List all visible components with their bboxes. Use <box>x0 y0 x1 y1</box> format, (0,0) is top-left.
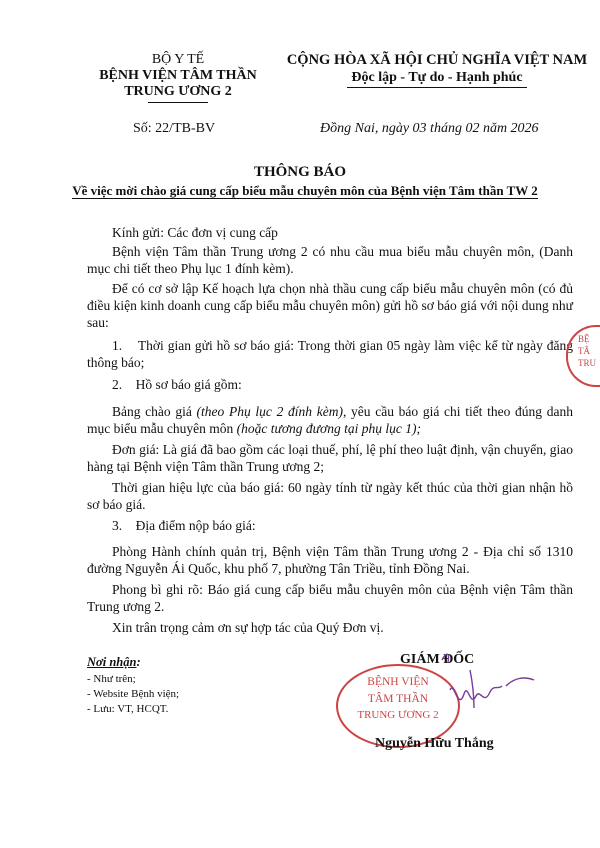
item-2-paragraph-2: Đơn giá: Là giá đã bao gồm các loại thuế, phí, lệ phí theo luật định, vận chuyển, giao hàng tại Bệnh viện Tâm thần Trung ương 2; <box>87 442 573 474</box>
item-3-number: 3. <box>112 518 123 533</box>
stamp-line-3: TRUNG ƯƠNG 2 <box>357 709 439 721</box>
national-motto: Độc lập - Tự do - Hạnh phúc <box>351 70 523 85</box>
item-2-paragraph-1 <box>87 403 573 437</box>
paragraph-1: Bệnh viện Tâm thần Trung ương 2 có nhu cầu mua biểu mẫu chuyên môn, (Danh mục chi tiết theo Phụ lục 1 đính kèm). <box>87 244 573 276</box>
document-number: Số: 22/TB-BV <box>133 121 216 136</box>
signer-position: GIÁM ĐỐC <box>400 652 475 667</box>
stamp-line-1: BỆNH VIỆN <box>367 676 429 688</box>
handwritten-signature <box>440 650 540 730</box>
recipients-colon: : <box>136 655 141 669</box>
document-subtitle <box>40 183 570 199</box>
country-name: CỘNG HÒA XÃ HỘI CHỦ NGHĨA VIỆT NAM <box>286 52 588 68</box>
partial-stamp-text-2: TÂ <box>578 346 590 356</box>
item-2-text: Hồ sơ báo giá gồm: <box>135 377 242 392</box>
place-date: Đồng Nai, ngày 03 tháng 02 năm 2026 <box>320 121 539 136</box>
recipients-block <box>87 654 287 717</box>
item-2 <box>112 376 572 393</box>
item-2-p1-text-c: , yêu cầu báo giá chi tiết theo đúng danh mục biểu mẫu chuyên môn <box>87 404 573 436</box>
closing-sentence: Xin trân trọng cảm ơn sự hợp tác của Quý Đơn vị. <box>112 620 384 635</box>
hospital-name-line1: BỆNH VIỆN TÂM THẦN <box>99 68 257 83</box>
recipient-item: - Website Bệnh viện; <box>87 688 180 700</box>
paragraph-2: Để có cơ sở lập Kế hoạch lựa chọn nhà thầu cung cấp biểu mẫu chuyên môn (có đủ điều kiện kinh doanh cung cấp biểu mẫu chuyên môn) gửi hồ sơ báo giá với nội dung như sau: <box>87 281 573 330</box>
stamp-line-2: TÂM THẦN <box>367 693 429 705</box>
document-title: THÔNG BÁO <box>253 164 347 180</box>
recipients-heading <box>87 654 287 670</box>
signer-name: Nguyễn Hữu Thắng <box>375 736 494 751</box>
item-2-paragraph-3: Thời gian hiệu lực của báo giá: 60 ngày tính từ ngày kết thúc của thời gian nhận hồ sơ báo giá. <box>87 480 573 512</box>
ministry-name: BỘ Y TẾ <box>151 52 205 67</box>
item-2-number: 2. <box>112 377 123 392</box>
issuer-block <box>88 52 268 103</box>
item-3 <box>112 517 572 534</box>
recipient-item: - Lưu: VT, HCQT. <box>87 703 169 715</box>
national-header <box>284 52 590 88</box>
partial-stamp-text-1: BỆ <box>578 334 590 344</box>
item-2-p1-text-d: (hoặc tương đương tại phụ lục 1); <box>236 421 421 436</box>
item-2-p1-text-b: (theo Phụ lục 2 đính kèm) <box>196 404 343 419</box>
greeting: Kính gửi: Các đơn vị cung cấp <box>112 225 278 240</box>
partial-stamp-text-3: TRU <box>578 358 596 368</box>
item-1-text: Thời gian gửi hồ sơ báo giá: Trong thời gian 05 ngày làm việc kể từ ngày đăng thông báo; <box>87 338 574 370</box>
issuer-underline <box>148 102 208 103</box>
subtitle-text: Về việc mời chào giá cung cấp biểu mẫu chuyên môn của Bệnh viện Tâm thần TW 2 <box>72 183 538 198</box>
recipient-item: - Như trên; <box>87 673 136 685</box>
motto-underline <box>347 87 527 88</box>
item-3-paragraph-1: Phòng Hành chính quản trị, Bệnh viện Tâm thần Trung ương 2 - Địa chỉ số 1310 đường Nguyễn Ái Quốc, khu phố 7, phường Tân Triều, tỉnh Đồng Nai. <box>87 544 573 576</box>
item-1 <box>87 337 573 371</box>
hospital-name-line2: TRUNG ƯƠNG 2 <box>124 84 232 99</box>
item-2-p1-text-a: Bảng chào giá <box>112 404 197 419</box>
item-1-number: 1. <box>112 338 123 353</box>
item-3-text: Địa điểm nộp báo giá: <box>135 518 256 533</box>
recipients-label: Nơi nhận <box>87 655 137 669</box>
item-3-paragraph-2: Phong bì ghi rõ: Báo giá cung cấp biểu mẫu chuyên môn của Bệnh viện Tâm thần Trung ương 2. <box>87 582 573 614</box>
